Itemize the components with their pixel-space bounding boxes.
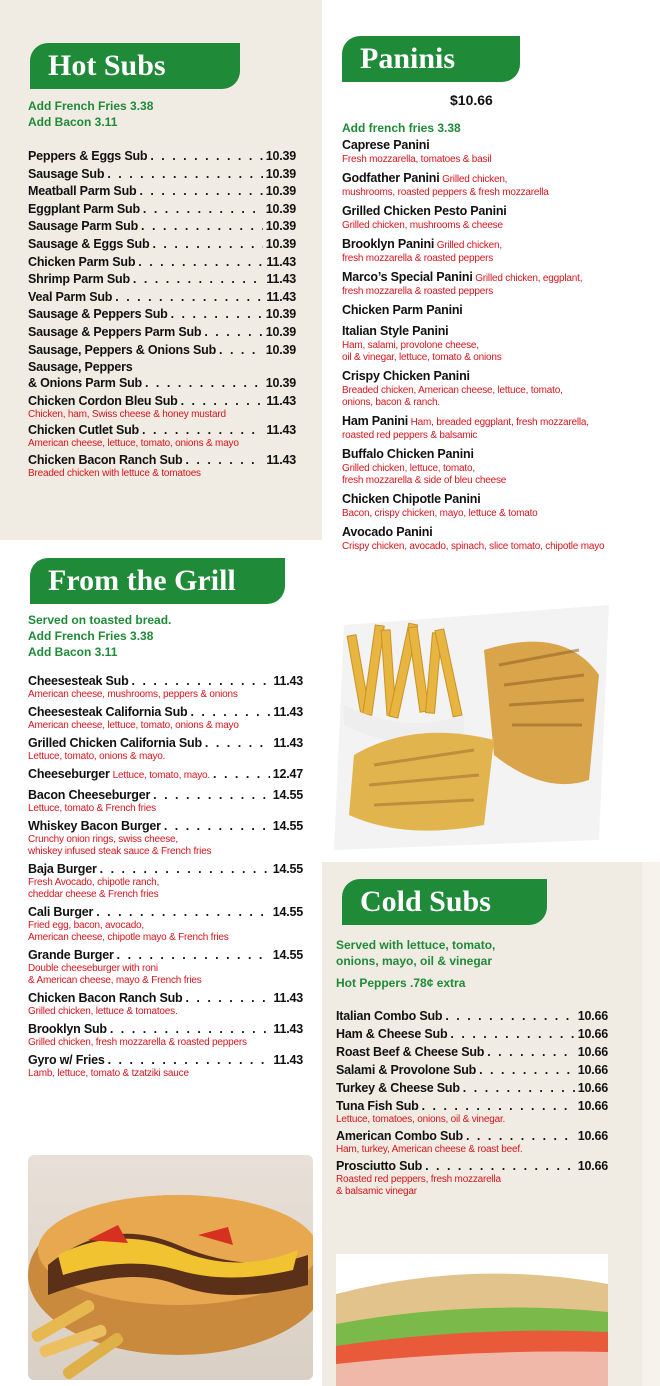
item-row	[28, 704, 303, 720]
menu-item	[28, 359, 296, 391]
leader-dots	[108, 1052, 271, 1068]
item-row	[28, 148, 296, 164]
leader-dots	[96, 904, 270, 920]
panini-inline-desc: Grilled chicken,	[439, 174, 508, 185]
item-desc: Lettuce, tomato, onions & mayo.	[28, 751, 166, 762]
item-name: Chicken Cutlet Sub	[28, 423, 139, 438]
menu-item	[28, 704, 303, 732]
menu-item	[336, 1158, 608, 1198]
paninis-price: $10.66	[450, 92, 493, 108]
leader-dots	[139, 183, 262, 199]
panini-row	[342, 169, 652, 187]
menu-item	[336, 1008, 608, 1024]
panini-name: Italian Style Panini	[342, 324, 449, 338]
item-price: 12.47	[272, 767, 303, 781]
item-row	[336, 1044, 608, 1060]
grill-list	[28, 673, 303, 1083]
item-row	[28, 452, 296, 468]
item-price: 10.66	[577, 1045, 608, 1059]
panini-photo	[334, 605, 609, 850]
item-row	[28, 422, 296, 438]
panini-name: Grilled Chicken Pesto Panini	[342, 204, 507, 218]
panini-item	[342, 268, 652, 298]
item-row	[28, 904, 303, 920]
item-name: Cali Burger	[28, 905, 94, 919]
panini-item	[342, 301, 652, 319]
item-desc: Grilled chicken, fresh mozzarella & roasted peppers	[28, 1037, 247, 1048]
item-price: 11.43	[273, 736, 303, 750]
item-row	[28, 393, 296, 409]
menu-item	[28, 673, 303, 701]
panini-row	[342, 367, 652, 385]
leader-dots	[445, 1008, 574, 1024]
menu-item	[28, 1021, 303, 1049]
item-name: Cheeseburger	[28, 767, 110, 781]
panini-item	[342, 136, 652, 166]
panini-name: Caprese Panini	[342, 138, 430, 152]
item-row	[28, 1021, 303, 1037]
grill-extra-bacon: Add Bacon 3.11	[28, 645, 118, 659]
menu-item	[336, 1080, 608, 1096]
menu-item	[28, 990, 303, 1018]
panini-name: Avocado Panini	[342, 525, 433, 539]
item-desc: Breaded chicken with lettuce & tomatoes	[28, 467, 201, 479]
item-row	[336, 1026, 608, 1042]
item-row	[28, 183, 296, 199]
hot-subs-list	[28, 148, 296, 482]
item-name: Veal Parm Sub	[28, 289, 113, 304]
item-price: 11.43	[273, 991, 303, 1005]
item-name: Shrimp Parm Sub	[28, 272, 130, 287]
item-desc: Lamb, lettuce, tomato & tzatziki sauce	[28, 1068, 189, 1079]
cold-subs-extras	[336, 937, 626, 991]
grill-extra-fries: Add French Fries 3.38	[28, 629, 154, 643]
item-name: Roast Beef & Cheese Sub	[336, 1045, 485, 1059]
item-name: Chicken Bacon Ranch Sub	[28, 991, 183, 1005]
item-row	[28, 342, 296, 358]
item-desc: Grilled chicken, lettuce & tomatoes.	[28, 1006, 178, 1017]
item-name: Sausage & Eggs Sub	[28, 236, 150, 251]
item-price: 10.39	[265, 376, 296, 391]
cold-subs-list	[336, 1008, 608, 1200]
item-name: Chicken Bacon Ranch Sub	[28, 452, 183, 467]
leader-dots	[181, 393, 264, 409]
item-price: 10.39	[265, 166, 296, 181]
menu-item	[28, 787, 303, 815]
item-price: 10.39	[265, 149, 296, 163]
grill-banner: From the Grill	[30, 558, 285, 604]
item-price: 14.55	[272, 819, 303, 833]
panini-desc: fresh mozzarella & roasted peppers	[342, 286, 494, 297]
item-name: American Combo Sub	[336, 1129, 463, 1143]
menu-item	[28, 947, 303, 987]
item-price: 10.66	[577, 1063, 608, 1077]
item-name: Sausage & Peppers Sub	[28, 307, 168, 322]
panini-desc: fresh mozzarella & roasted peppers	[342, 253, 494, 264]
leader-dots	[138, 254, 263, 270]
item-desc: Fresh Avocado, chipotle ranch, cheddar cheese & French fries	[28, 877, 160, 900]
panini-name: Buffalo Chicken Panini	[342, 447, 474, 461]
item-name: Grilled Chicken California Sub	[28, 736, 202, 750]
item-row	[28, 766, 303, 784]
hot-peppers-note: Hot Peppers .78¢ extra	[336, 976, 466, 990]
panini-item	[342, 235, 652, 265]
menu-item	[28, 422, 296, 450]
leader-dots	[219, 342, 263, 358]
panini-row	[342, 523, 652, 541]
menu-item	[28, 766, 303, 784]
leader-dots	[133, 271, 264, 287]
leader-dots	[153, 787, 270, 803]
menu-item	[336, 1098, 608, 1126]
hot-subs-panel	[0, 0, 322, 540]
leader-dots	[466, 1128, 575, 1144]
extra-bacon: Add Bacon 3.11	[28, 115, 118, 129]
panini-name: Crispy Chicken Panini	[342, 369, 470, 383]
item-row	[28, 218, 296, 234]
item-name: Turkey & Cheese Sub	[336, 1081, 460, 1095]
item-row	[336, 1158, 608, 1174]
leader-dots	[150, 148, 262, 164]
item-row	[28, 306, 296, 322]
panini-row	[342, 301, 652, 319]
item-desc: Lettuce, tomatoes, onions, oil & vinegar.	[336, 1114, 506, 1125]
item-desc: Chicken, ham, Swiss cheese & honey mustard	[28, 408, 226, 420]
leader-dots	[479, 1062, 575, 1078]
item-name: Grande Burger	[28, 948, 114, 962]
item-price: 10.66	[577, 1099, 608, 1113]
leader-dots	[107, 166, 262, 182]
panini-name: Marco’s Special Panini	[342, 270, 473, 284]
item-price: 10.66	[577, 1081, 608, 1095]
panini-item	[342, 367, 652, 409]
menu-item	[28, 818, 303, 858]
leader-dots	[463, 1080, 575, 1096]
menu-item	[28, 904, 303, 944]
leader-dots	[117, 947, 270, 963]
paninis-banner: Paninis	[342, 36, 520, 82]
cold-subs-panel	[322, 862, 642, 1386]
grill-extras	[28, 612, 303, 660]
leader-dots	[190, 704, 270, 720]
panini-desc: Crispy chicken, avocado, spinach, slice tomato, chipotle mayo	[342, 541, 605, 552]
panini-item	[342, 169, 652, 199]
cheesesteak-photo	[28, 1155, 313, 1380]
menu-item	[28, 289, 296, 305]
item-row	[336, 1062, 608, 1078]
menu-item	[28, 218, 296, 234]
item-row	[28, 990, 303, 1006]
item-price: 11.43	[266, 452, 296, 467]
leader-dots	[145, 375, 263, 391]
item-row	[28, 1052, 303, 1068]
item-row	[28, 324, 296, 340]
item-price: 10.66	[577, 1027, 608, 1041]
item-price: 10.39	[265, 201, 296, 216]
item-desc: American cheese, lettuce, tomato, onions & mayo	[28, 438, 239, 450]
item-price: 11.43	[266, 289, 296, 304]
leader-dots	[185, 990, 270, 1006]
leader-dots	[132, 673, 271, 689]
item-price: 10.39	[265, 184, 296, 199]
item-row	[28, 254, 296, 270]
item-name-line1: Sausage, Peppers	[28, 360, 133, 375]
menu-item	[28, 452, 296, 480]
leader-dots	[185, 452, 263, 468]
item-desc: Fried egg, bacon, avocado, American cheese, chipotle mayo & French fries	[28, 920, 229, 943]
panini-inline-desc: Grilled chicken,	[434, 240, 502, 251]
item-name: Peppers & Eggs Sub	[28, 149, 148, 163]
item-name: Chicken Cordon Bleu Sub	[28, 393, 178, 408]
paninis-list	[342, 120, 652, 556]
menu-item	[28, 271, 296, 287]
menu-item	[28, 735, 303, 763]
panini-row	[342, 412, 652, 430]
item-row	[28, 271, 296, 287]
item-desc: Roasted red peppers, fresh mozzarella & balsamic vinegar	[336, 1174, 501, 1197]
menu-item	[28, 861, 303, 901]
item-price: 11.43	[273, 1053, 303, 1067]
item-name: Sausage Parm Sub	[28, 219, 139, 234]
item-desc: Crunchy onion rings, swiss cheese, whiskey infused steak sauce & French fries	[28, 834, 212, 857]
menu-item	[28, 201, 296, 217]
panini-row	[342, 268, 652, 286]
leader-dots	[425, 1158, 575, 1174]
menu-item	[28, 393, 296, 421]
leader-dots	[110, 1021, 271, 1037]
leader-dots	[115, 289, 263, 305]
panini-row	[342, 136, 652, 154]
extra-fries: Add French Fries 3.38	[28, 99, 154, 113]
item-price: 14.55	[272, 862, 303, 876]
leader-dots	[213, 766, 270, 782]
menu-item	[28, 254, 296, 270]
item-name: Cheesesteak California Sub	[28, 705, 188, 719]
panini-row	[342, 202, 652, 220]
menu-item	[28, 166, 296, 182]
leader-dots	[422, 1098, 575, 1114]
item-price: 10.39	[265, 342, 296, 357]
item-row	[336, 1008, 608, 1024]
leader-dots	[100, 861, 270, 877]
panini-row	[342, 445, 652, 463]
item-name: Tuna Fish Sub	[336, 1099, 419, 1113]
item-name: Eggplant Parm Sub	[28, 201, 140, 216]
hot-subs-extras	[28, 98, 296, 130]
item-name: Chicken Parm Sub	[28, 254, 136, 269]
grill-panel	[0, 540, 322, 1386]
leader-dots	[204, 324, 262, 340]
grill-extra-bread: Served on toasted bread.	[28, 613, 172, 627]
cold-extra-line2: onions, mayo, oil & vinegar	[336, 954, 493, 968]
item-row	[28, 735, 303, 751]
item-row	[336, 1128, 608, 1144]
item-name: Sausage, Peppers & Onions Sub	[28, 342, 216, 357]
panini-item	[342, 322, 652, 364]
item-name: Gyro w/ Fries	[28, 1053, 105, 1067]
leader-dots	[152, 236, 262, 252]
item-desc: Double cheeseburger with roni & American cheese, mayo & French fries	[28, 963, 202, 986]
menu-item	[28, 306, 296, 322]
item-desc: Ham, turkey, American cheese & roast beef.	[336, 1144, 523, 1155]
item-row	[28, 861, 303, 877]
cold-extra-line1: Served with lettuce, tomato,	[336, 938, 496, 952]
menu-item	[28, 342, 296, 358]
panini-desc: mushrooms, roasted peppers & fresh mozzarella	[342, 187, 549, 198]
item-price: 10.66	[577, 1159, 608, 1173]
leader-dots	[171, 306, 263, 322]
item-name: Ham & Cheese Sub	[336, 1027, 448, 1041]
panini-name: Godfather Panini	[342, 171, 440, 185]
item-row	[28, 673, 303, 689]
item-row	[336, 1080, 608, 1096]
panini-desc: Breaded chicken, American cheese, lettuce, tomato, onions, bacon & ranch.	[342, 385, 563, 408]
item-name: Whiskey Bacon Burger	[28, 819, 161, 833]
menu-item	[28, 1052, 303, 1080]
item-row	[28, 289, 296, 305]
item-row	[336, 1098, 608, 1114]
item-row	[28, 787, 303, 803]
item-name: Brooklyn Sub	[28, 1022, 107, 1036]
item-price: 14.55	[272, 905, 303, 919]
leader-dots	[164, 818, 270, 834]
cold-sub-photo	[336, 1254, 608, 1386]
menu-item	[336, 1044, 608, 1060]
panini-row	[342, 322, 652, 340]
panini-item	[342, 523, 652, 553]
menu-item	[28, 236, 296, 252]
item-price: 11.43	[273, 705, 303, 719]
item-name: Bacon Cheeseburger	[28, 788, 151, 802]
panini-row	[342, 235, 652, 253]
leader-dots	[143, 201, 263, 217]
panini-name: Brooklyn Panini	[342, 237, 435, 251]
item-name: Cheesesteak Sub	[28, 674, 129, 688]
cold-subs-banner: Cold Subs	[342, 879, 547, 925]
item-price: 14.55	[272, 948, 303, 962]
panini-item	[342, 202, 652, 232]
item-price: 10.39	[265, 219, 296, 234]
leader-dots	[142, 422, 263, 438]
menu-item	[336, 1062, 608, 1078]
item-desc: American cheese, lettuce, tomato, onions & mayo	[28, 720, 239, 731]
item-price: 11.43	[266, 254, 296, 269]
item-row	[28, 947, 303, 963]
panini-name: Chicken Parm Panini	[342, 303, 463, 317]
leader-dots	[487, 1044, 574, 1060]
item-price: 11.43	[266, 423, 296, 438]
panini-inline-desc: Ham, breaded eggplant, fresh mozzarella,	[408, 417, 589, 428]
paninis-panel	[322, 0, 660, 862]
hot-subs-banner: Hot Subs	[30, 43, 240, 89]
panini-inline-desc: Grilled chicken, eggplant,	[472, 273, 583, 284]
leader-dots	[141, 218, 263, 234]
item-price: 14.55	[272, 788, 303, 802]
menu-item	[336, 1026, 608, 1042]
leader-dots	[450, 1026, 574, 1042]
item-name: Italian Combo Sub	[336, 1009, 443, 1023]
panini-desc: Fresh mozzarella, tomatoes & basil	[342, 154, 492, 165]
item-row	[28, 818, 303, 834]
panini-name: Ham Panini	[342, 414, 409, 428]
item-name: Salami & Provolone Sub	[336, 1063, 477, 1077]
item-price: 11.43	[266, 393, 296, 408]
panini-desc: Grilled chicken, mushrooms & cheese	[342, 220, 503, 231]
item-row	[28, 166, 296, 182]
menu-item	[336, 1128, 608, 1156]
item-price: 11.43	[273, 1022, 303, 1036]
item-price: 11.43	[273, 674, 303, 688]
item-desc: Lettuce, tomato & French fries	[28, 803, 156, 814]
item-name: Prosciutto Sub	[336, 1159, 423, 1173]
panini-item	[342, 412, 652, 442]
panini-item	[342, 490, 652, 520]
item-name: Sausage Sub	[28, 166, 105, 181]
panini-desc: roasted red peppers & balsamic	[342, 430, 478, 441]
menu-item	[28, 324, 296, 340]
item-row	[28, 375, 296, 391]
item-row	[28, 236, 296, 252]
item-desc: American cheese, mushrooms, peppers & onions	[28, 689, 238, 700]
item-name: Sausage & Peppers Parm Sub	[28, 324, 202, 339]
panini-name: Chicken Chipotle Panini	[342, 492, 481, 506]
panini-row	[342, 490, 652, 508]
item-price: 11.43	[266, 272, 296, 287]
page-edge	[642, 862, 660, 1386]
panini-desc: Bacon, crispy chicken, mayo, lettuce & tomato	[342, 508, 538, 519]
panini-desc: Grilled chicken, lettuce, tomato, fresh mozzarella & side of bleu cheese	[342, 463, 507, 486]
menu-item	[28, 183, 296, 199]
item-row	[28, 201, 296, 217]
item-price: 10.66	[577, 1129, 608, 1143]
item-price: 10.39	[265, 307, 296, 322]
item-price: 10.39	[265, 324, 296, 339]
panini-item	[342, 445, 652, 487]
item-name: & Onions Parm Sub	[28, 376, 142, 391]
item-price: 10.39	[265, 236, 296, 251]
panini-desc: Ham, salami, provolone cheese, oil & vinegar, lettuce, tomato & onions	[342, 340, 502, 363]
item-name: Baja Burger	[28, 862, 97, 876]
item-price: 10.66	[577, 1009, 608, 1023]
menu-item	[28, 148, 296, 164]
item-inline-desc: Lettuce, tomato, mayo.	[112, 770, 210, 781]
leader-dots	[205, 735, 271, 751]
item-name: Meatball Parm Sub	[28, 184, 137, 199]
paninis-extra-fries: Add french fries 3.38	[342, 121, 461, 135]
